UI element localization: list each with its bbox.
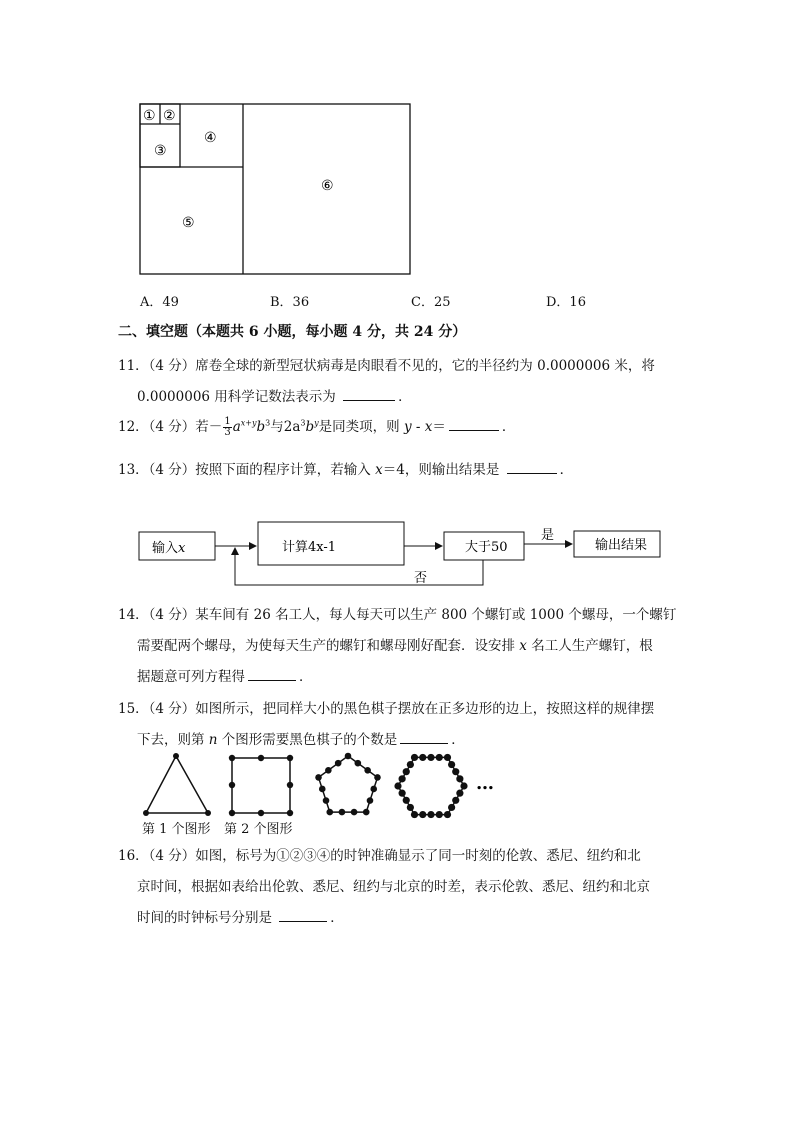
answer-blank [248,667,296,681]
answer-blank [400,730,448,744]
flowchart [137,518,667,590]
stone [403,797,410,804]
q12-line: 12．（4 分）若－ $\frac{1}{3}$ $a^{x+y}b^3$与$2a^3b^y$是同类项，则 y - x＝ ． [118,416,516,438]
option-b: B．36 [270,295,310,310]
stone [452,768,459,775]
stone [315,774,322,781]
stone [367,797,374,804]
condition-label: 大于50 [465,540,508,555]
stone [407,761,414,768]
q15-line1: 15．（4 分）如图所示，把同样大小的黑色棋子摆放在正多边形的边上，按照这样的规律摆 [118,701,655,717]
q14-line2: 需要配两个螺母，为使每天生产的螺钉和螺母刚好配套．设安排 x 名工人生产螺钉，根 [137,638,653,654]
q16-line1: 16．（4 分）如图，标号为①②③④的时钟准确显示了同一时刻的伦敦、悉尼、纽约和北 [118,848,641,864]
polygon-figures [138,751,508,821]
stone [325,767,332,774]
stone [374,774,381,781]
stone [394,782,401,789]
stone [319,786,326,793]
stone [427,811,434,818]
option-a: A．49 [140,295,179,310]
stone [444,754,451,761]
stone [427,754,434,761]
answer-blank [449,417,499,431]
stone [411,811,418,818]
stone [351,809,358,816]
q13-line: 13．（4 分）按照下面的程序计算，若输入 x＝4，则输出结果是 ． [118,462,574,478]
pentagon-figure [315,753,381,816]
q14-line1: 14．（4 分）某车间有 26 名工人，每人每天可以生产 800 个螺钉或 1000 个螺母，一个螺钉 [118,607,677,623]
input-label: 输入 [152,541,179,556]
stone [399,790,406,797]
option-d: D．16 [546,295,586,310]
input-var: x [178,541,186,556]
square-figure [229,755,293,816]
no-label: 否 [414,571,428,586]
option-c: C．25 [411,295,451,310]
stone [363,809,370,816]
stone [326,809,333,816]
compute-label: 计算4x-1 [282,540,337,555]
answer-blank [279,908,327,922]
square-label-1: ① [143,108,156,124]
squares-figure [138,100,413,277]
answer-blank [507,460,557,474]
caption-2: 第 2 个图形 [224,822,293,837]
q14-line3: 据题意可列方程得 ． [137,669,313,685]
hexagon-figure [394,754,467,818]
yes-label: 是 [541,528,555,543]
stone [407,804,414,811]
svg-text:输入x [152,540,186,556]
stone [370,786,377,793]
stone [323,797,330,804]
stone [355,760,362,767]
stone [419,811,426,818]
stone [339,809,346,816]
q16-line2: 京时间，根据如表给出伦敦、悉尼、纽约与北京的时差，表示伦敦、悉尼、纽约和北京 [137,879,650,895]
square-label-5: ⑤ [182,215,195,231]
stone [335,760,342,767]
output-label: 输出结果 [595,538,648,553]
ellipsis: … [476,773,494,794]
section-title: 二、填空题（本题共 6 小题，每小题 4 分，共 24 分） [118,324,467,340]
stone [403,768,410,775]
square-label-3: ③ [154,143,167,159]
fraction: $\frac{1}{3}$ [224,416,231,438]
stone [452,797,459,804]
q11-line2: 0.0000006 用科学记数法表示为 ． [137,389,412,405]
q16-line3: 时间的时钟标号分别是 ． [137,910,344,926]
answer-blank [343,387,395,401]
stone [448,761,455,768]
stone [444,811,451,818]
stone [460,782,467,789]
square-label-6: ⑥ [321,178,334,194]
stone [364,767,371,774]
triangle-figure [143,753,211,816]
stone [456,790,463,797]
q11-line1: 11．（4 分）席卷全球的新型冠状病毒是肉眼看不见的，它的半径约为 0.0000006 米，将 [118,358,655,374]
square-label-4: ④ [204,130,217,146]
stone [436,754,443,761]
caption-1: 第 1 个图形 [142,822,211,837]
q15-line2: 下去，则第 n 个图形需要黑色棋子的个数是 ． [137,732,465,748]
stone [345,753,352,760]
stone [436,811,443,818]
stone [411,754,418,761]
stone [456,775,463,782]
square-label-2: ② [163,108,176,124]
stone [399,775,406,782]
stone [448,804,455,811]
stone [419,754,426,761]
